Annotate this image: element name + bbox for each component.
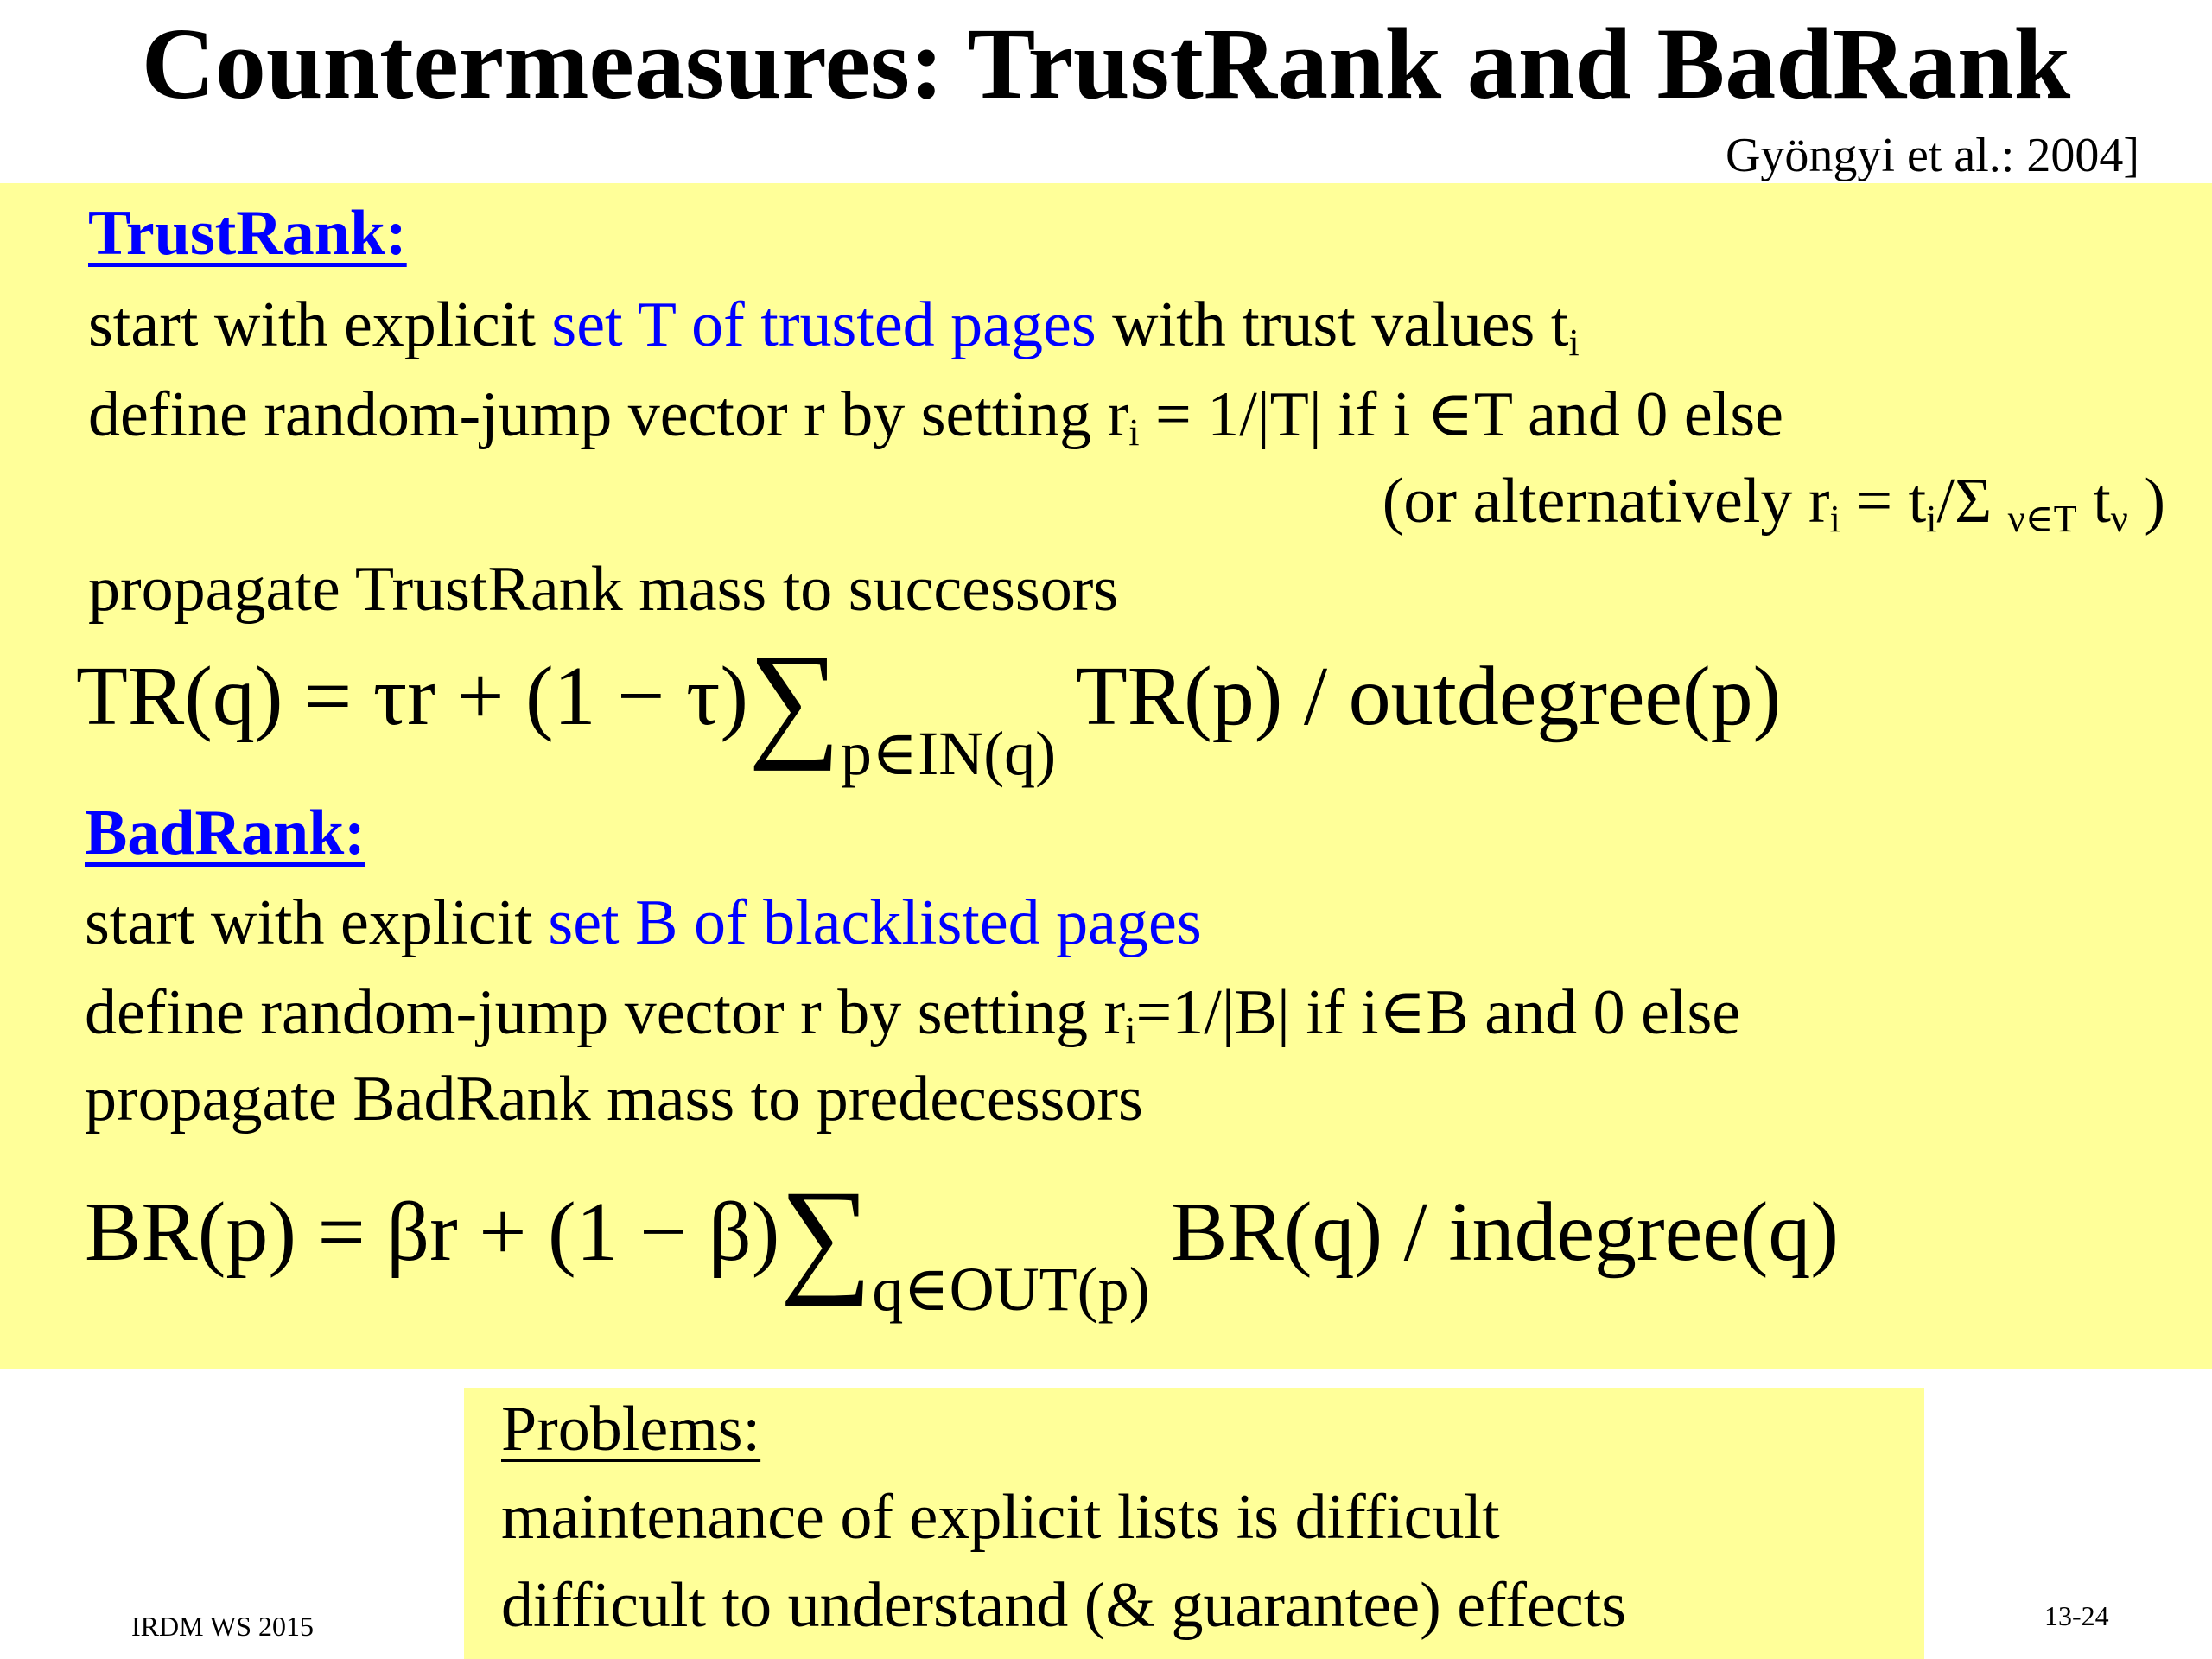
- problems-title: Problems:: [501, 1394, 761, 1465]
- trustrank-line-2: define random-jump vector r by setting $r_i = 1/|T|$ if i ∈T and 0 else: [88, 379, 1783, 454]
- trustrank-line-4: propagate TrustRank mass to successors: [88, 554, 1119, 625]
- trustrank-heading: TrustRank:: [88, 198, 407, 269]
- badrank-line-1: start with explicit set B of blacklisted pages: [85, 887, 1202, 958]
- citation: Gyöngyi et al.: 2004]: [1725, 129, 2139, 182]
- sum-symbol: ∑: [747, 628, 841, 772]
- problem-item: difficult to understand (& guarantee) effects: [501, 1570, 1627, 1641]
- badrank-heading: BadRank:: [85, 798, 365, 868]
- footer-course: IRDM WS 2015: [131, 1611, 314, 1642]
- trustrank-line-1: start with explicit set T of trusted pages with trust values $t_i$: [88, 289, 1580, 365]
- badrank-line-2: define random-jump vector r by setting $r_i=1/|B|$ if i∈B and 0 else: [85, 977, 1741, 1052]
- badrank-line-3: propagate BadRank mass to predecessors: [85, 1064, 1143, 1135]
- trustrank-line-3: (or alternatively $r_i = t_i/\Sigma$ $_{\nu\in T}$ $t_\nu$ ): [1382, 466, 2165, 541]
- sum-symbol: ∑: [779, 1164, 873, 1307]
- slide-title: Countermeasures: TrustRank and BadRank: [141, 7, 2071, 120]
- trustrank-formula: $TR(q) = \tau r + (1 - \tau)\sum_{p\in IN(q)}$ TR(p) / outdegree(p): [76, 628, 1782, 788]
- badrank-formula: $BR(p) = \beta r + (1 - \beta)\sum_{q\in OUT(p)}$ BR(q) / indegree(q): [85, 1164, 1839, 1324]
- footer-page-number: 13-24: [2044, 1600, 2109, 1631]
- problem-item: maintenance of explicit lists is difficult: [501, 1482, 1500, 1553]
- blacklisted-pages-highlight: set B of blacklisted pages: [548, 887, 1202, 958]
- trusted-pages-highlight: set T of trusted pages: [551, 289, 1096, 360]
